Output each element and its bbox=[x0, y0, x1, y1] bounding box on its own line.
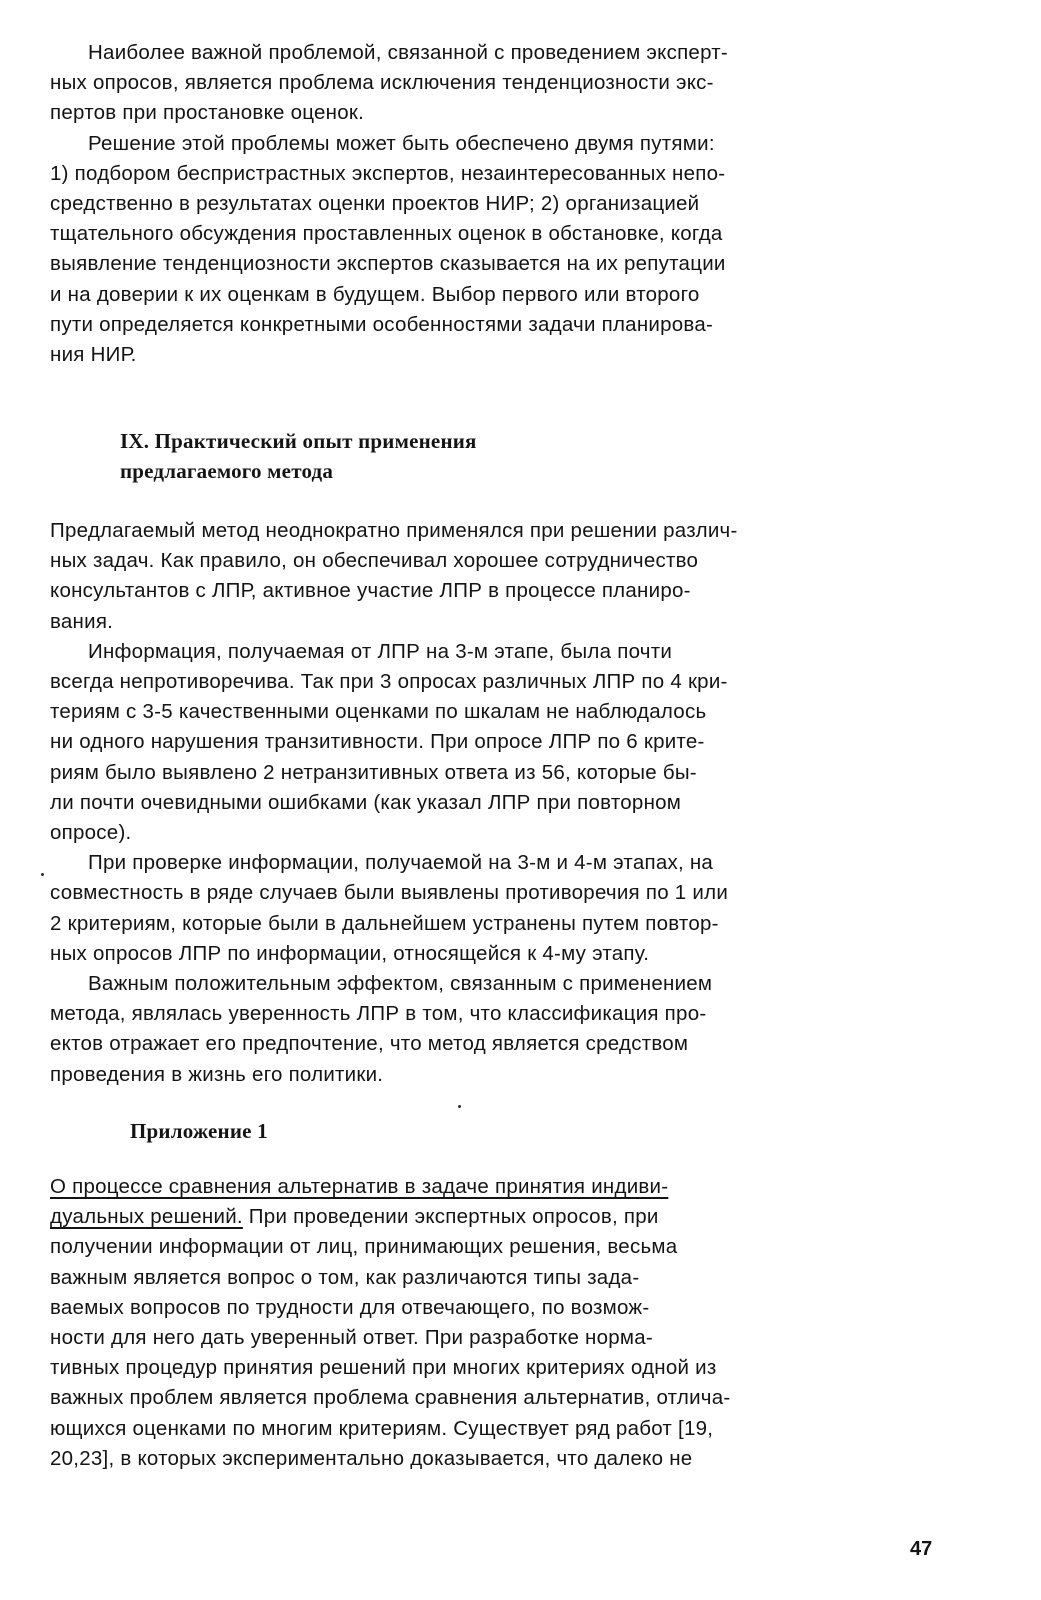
appendix-title-line2: дуальных решений. bbox=[50, 1205, 243, 1229]
paragraph bbox=[50, 1172, 960, 1474]
section-ix-body bbox=[50, 516, 960, 1090]
paragraph: Решение этой проблемы может быть обеспечено двумя путями: 1) подбором беспристрастных экспертов, незаинтересованных непо- средственно в результатах оценки проектов НИР; 2) организацией тщательного обсуждения проставленных оценок в обстановке, когда выявление тенденциозности экспертов сказывается на их репутации и на доверии к их оценкам в будущем. Выбор первого или второго пути определяется конкретными особенностями задачи планирова- ния НИР. bbox=[50, 131, 726, 367]
appendix-title-line1: О процессе сравнения альтернатив в задаче принятия индиви- bbox=[50, 1175, 669, 1198]
paragraph: Наиболее важной проблемой, связанной с проведением эксперт- ных опросов, является проблема исключения тенденциозности экс- пертов при простановке оценок. bbox=[50, 41, 728, 125]
scan-speck bbox=[41, 873, 44, 876]
intro-section bbox=[50, 38, 960, 370]
paragraph: Информация, получаемая от ЛПР на 3-м этапе, была почти всегда непротиворечива. Так при 3 опросах различных ЛПР по 4 кри- териям с 3-5 качественными оценками по шкалам не наблюдалось ни одного нарушения транзитивности. При опросе ЛПР по 6 крите- риям было выявлено 2 нетранзитивных ответа из 56, которые бы- ли почти очевидными ошибками (как указал ЛПР при повторном опросе). bbox=[50, 639, 728, 845]
appendix-text: При проведении экспертных опросов, при получении информации от лиц, принимающих решения, весьма важным является вопрос о том, как различаются типы зада- ваемых вопросов по трудности для отвечающего, по возмож- ности для него дать уверенный ответ. При разработке норма- тивных процедур принятия решений при многих критериях одной из важных проблем является проблема сравнения альтернатив, отлича- ющихся оценками по многим критериям. Существует ряд работ [19, 20,23], в которых экспериментально доказывается, что далеко не bbox=[50, 1205, 731, 1470]
scan-speck bbox=[458, 1105, 461, 1108]
page-number: 47 bbox=[910, 1538, 933, 1560]
section-heading-ix: IX. Практический опыт применения предлагаемого метода bbox=[120, 429, 477, 483]
appendix-heading: Приложение 1 bbox=[130, 1119, 268, 1143]
appendix-body bbox=[50, 1172, 960, 1474]
paragraph: Предлагаемый метод неоднократно применялся при решении различ- ных задач. Как правило, он обеспечивал хорошее сотрудничество консультантов с ЛПР, активное участие ЛПР в процессе планиро- вания. bbox=[50, 519, 738, 633]
paragraph: Важным положительным эффектом, связанным с применением метода, являлась уверенность ЛПР в том, что классификация про- ектов отражает его предпочтение, что метод является средством проведения в жизнь его политики. bbox=[50, 972, 713, 1086]
paragraph: При проверке информации, получаемой на 3-м и 4-м этапах, на совместность в ряде случаев были выявлены противоречия по 1 или 2 критериям, которые были в дальнейшем устранены путем повтор- ных опросов ЛПР по информации, относящейся к 4-му этапу. bbox=[50, 851, 729, 965]
